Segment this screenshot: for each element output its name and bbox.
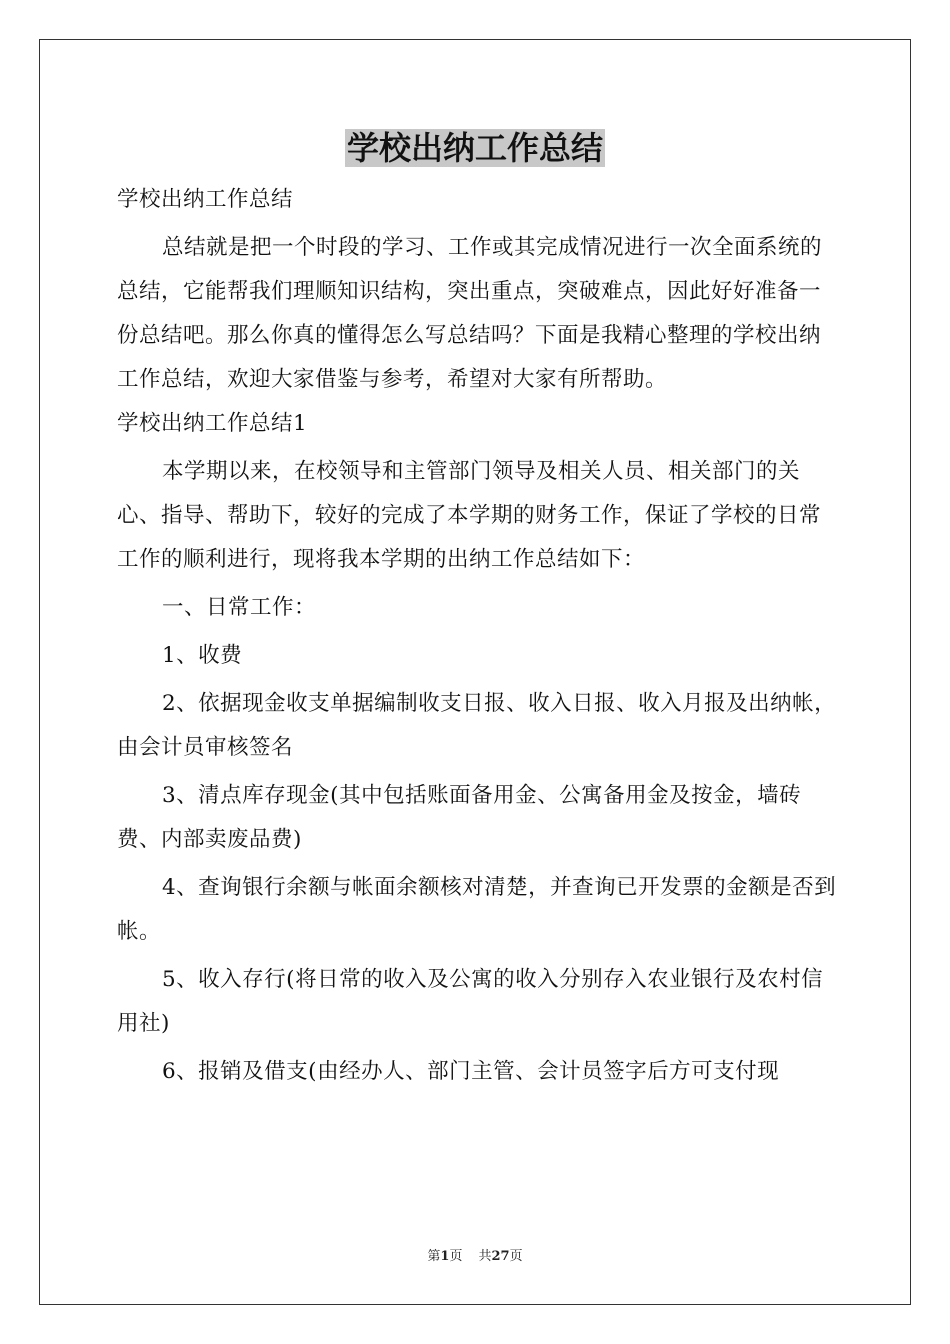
page-prefix: 第 bbox=[427, 1249, 441, 1264]
subtitle: 学校出纳工作总结 bbox=[117, 187, 294, 212]
list-item: 3、清点库存现金(其中包括账面备用金、公寓备用金及按金，墙砖费、内部卖废品费) bbox=[117, 783, 802, 852]
list-item: 6、报销及借支(由经办人、部门主管、会计员签字后方可支付现 bbox=[162, 1059, 780, 1084]
total-pages: 27 bbox=[491, 1249, 510, 1264]
page-number: 1 bbox=[440, 1249, 450, 1264]
list-item: 2、依据现金收支单据编制收支日报、收入日报、收入月报及出纳帐，由会计员审核签名 bbox=[117, 691, 837, 760]
intro-paragraph: 总结就是把一个时段的学习、工作或其完成情况进行一次全面系统的总结，它能帮我们理顺知识结构，突出重点，突破难点，因此好好准备一份总结吧。那么你真的懂得怎么写总结吗？下面是我精心整理的学校出纳工作总结，欢迎大家借鉴与参考，希望对大家有所帮助。 bbox=[117, 235, 823, 392]
list-item: 5、收入存行(将日常的收入及公寓的收入分别存入农业银行及农村信用社) bbox=[117, 967, 824, 1036]
document-title bbox=[0, 126, 950, 170]
section-paragraph: 本学期以来，在校领导和主管部门领导及相关人员、相关部门的关心、指导、帮助下，较好的完成了本学期的财务工作，保证了学校的日常工作的顺利进行，现将我本学期的出纳工作总结如下： bbox=[117, 459, 822, 572]
list-item: 4、查询银行余额与帐面余额核对清楚，并查询已开发票的金额是否到帐。 bbox=[117, 875, 837, 944]
list-item: 1、收费 bbox=[162, 643, 243, 668]
document-title-text: 学校出纳工作总结 bbox=[346, 129, 603, 167]
document-body bbox=[117, 178, 837, 1094]
daily-work-heading: 一、日常工作： bbox=[162, 595, 317, 620]
page-footer bbox=[0, 1248, 950, 1266]
total-suffix: 页 bbox=[509, 1249, 523, 1264]
page-suffix: 页 bbox=[449, 1249, 463, 1264]
section-heading: 学校出纳工作总结1 bbox=[117, 411, 308, 436]
total-prefix: 共 bbox=[478, 1249, 492, 1264]
